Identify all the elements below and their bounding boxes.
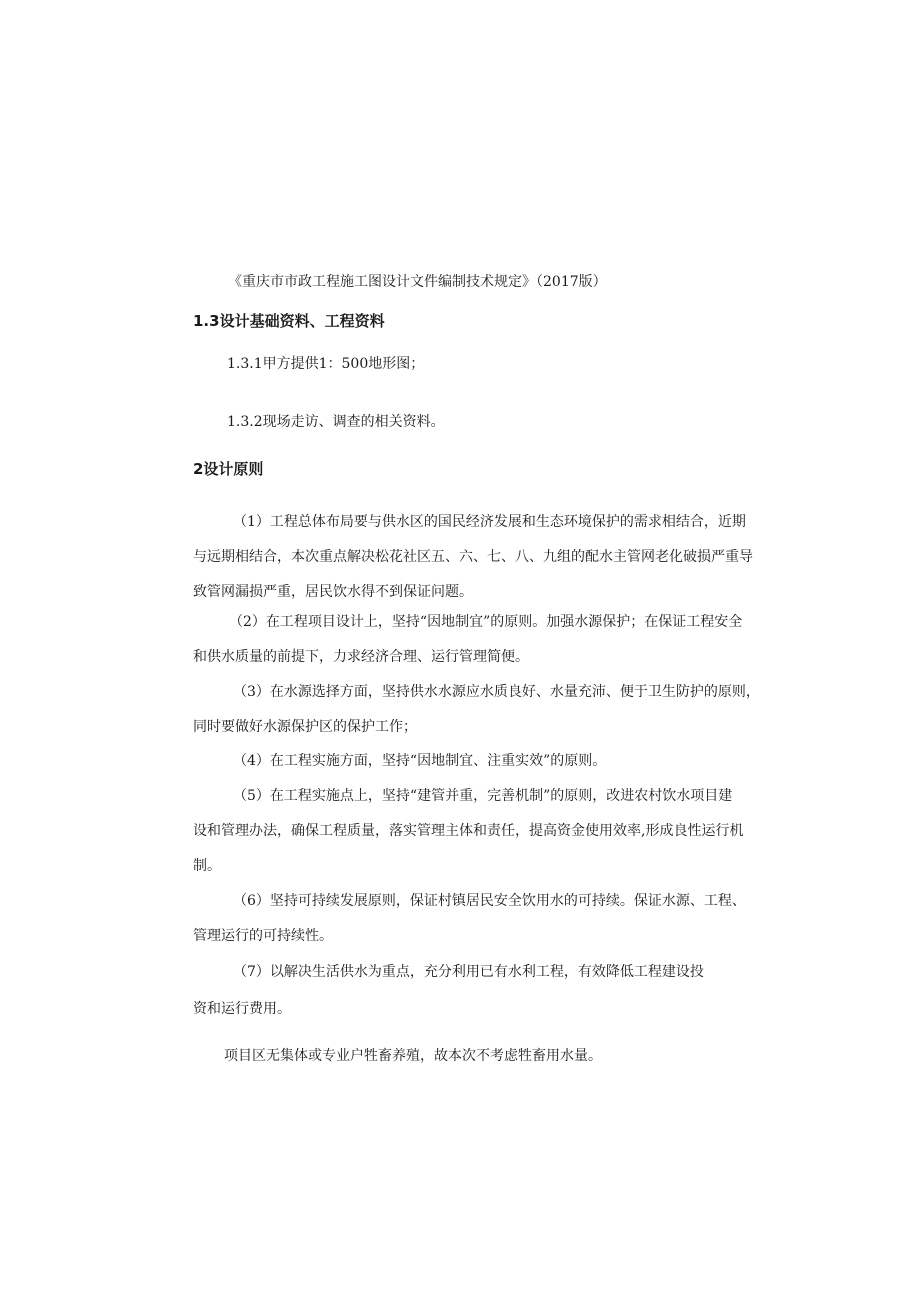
paragraph-line: （2）在工程项目设计上，坚持“因地制宜”的原则。加强水源保护；在保证工程安全 [229,614,743,630]
paragraph-line: （4）在工程实施方面，坚持“因地制宜、注重实效”的原则。 [233,753,607,769]
principle-4 [193,744,753,779]
principle-2 [193,605,753,675]
principle-7-line-2: 资和运行费用。 [193,1001,291,1017]
paragraph-line: 与远期相结合，本次重点解决松花社区五、六、七、八、九组的配水主管网老化破损严重导 [193,549,753,565]
paragraph-line: 管理运行的可持续性。 [193,928,333,944]
principle-3 [193,675,760,745]
section-heading-1-3: 1.3设计基础资料、工程资料 [193,312,385,330]
paragraph-line: 和供水质量的前提下，力求经济合理、运行管理简便。 [193,649,529,665]
principle-5 [193,779,753,884]
principle-7-line-1: （7）以解决生活供水为重点，充分利用已有水利工程，有效降低工程建设投 [233,964,704,980]
paragraph-line: （1）工程总体布局要与供水区的国民经济发展和生态环境保护的需求相结合，近期 [233,514,746,530]
list-item-1-3-1: 1.3.1甲方提供1：500地形图； [227,356,425,372]
paragraph-line: （3）在水源选择方面，坚持供水水源应水质良好、水量充沛、便于卫生防护的原则， [233,684,760,700]
section-heading-2: 2设计原则 [193,460,264,478]
livestock-note: 项目区无集体或专业户牲畜养殖，故本次不考虑牲畜用水量。 [224,1048,602,1064]
paragraph-line: 同时要做好水源保护区的保护工作； [193,719,417,735]
paragraph-line: （5）在工程实施点上，坚持“建管并重，完善机制”的原则，改进农村饮水项目建 [233,788,733,804]
principle-1 [193,505,753,610]
paragraph-line: （6）坚持可持续发展原则，保证村镇居民安全饮用水的可持续。保证水源、工程、 [233,893,746,909]
paragraph-line: 制。 [193,858,221,874]
paragraph-line: 设和管理办法，确保工程质量，落实管理主体和责任，提高资金使用效率,形成良性运行机 [193,823,744,839]
principle-6 [193,884,753,954]
list-item-1-3-2: 1.3.2现场走访、调查的相关资料。 [227,414,445,430]
reference-standard: 《重庆市市政工程施工图设计文件编制技术规定》（2017版） [228,274,607,290]
paragraph-line: 致管网漏损严重，居民饮水得不到保证问题。 [193,584,473,600]
